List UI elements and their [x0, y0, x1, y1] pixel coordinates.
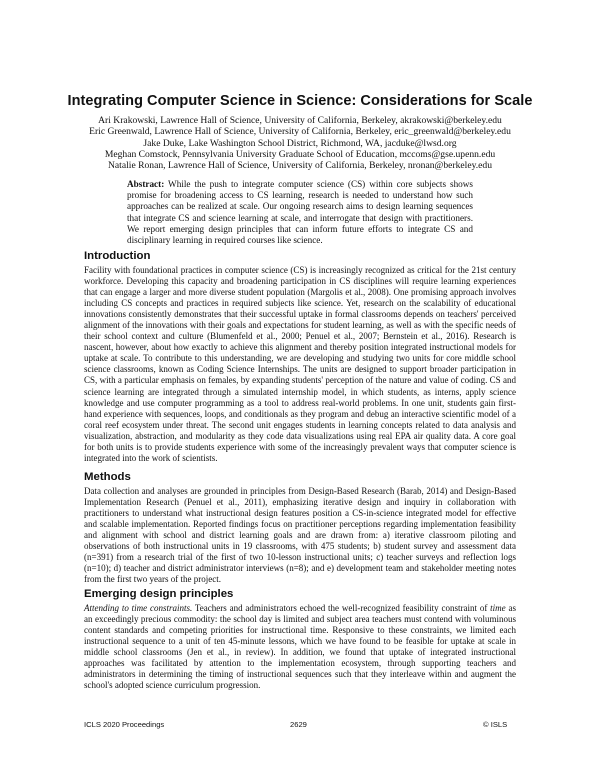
emerging-italic-word: time: [490, 603, 506, 613]
author-line: Jake Duke, Lake Washington School District, Richmond, WA, jacduke@lwsd.org: [143, 137, 457, 149]
section-heading-emerging: Emerging design principles: [84, 588, 234, 600]
author-line: Ari Krakowski, Lawrence Hall of Science, University of California, Berkeley, akrakowski@berkeley.edu: [98, 115, 502, 126]
author-list: [0, 115, 600, 171]
abstract: [127, 179, 473, 246]
abstract-label: Abstract:: [127, 179, 165, 189]
section-body-emerging: [84, 603, 516, 691]
footer-left: ICLS 2020 Proceedings: [84, 720, 165, 729]
section-heading-methods: Methods: [84, 471, 131, 483]
footer-right: © ISLS: [483, 720, 508, 729]
emerging-text-a: Teachers and administrators echoed the well-recognized feasibility constraint of: [192, 603, 491, 613]
emerging-text-b: as an exceedingly precious commodity: the school day is limited and subject area teachers must contend with voluminous content standards and competing priorities for instructional time. Responsive to these constraints, we limited each instructional sequence to a unit of ten 45-minute lessons, which we have found to be feasible for uptake at scale in middle school classrooms (Jen et al., in review). In addition, we found that uptake of integrated instructional approaches was facilitated by attention to the implementation ecosystem, through supporting teachers and administrators in determining the timing of instructional sequences such that they interleave within and augment the school's adopted science curriculum progression.: [84, 603, 517, 691]
section-body-methods: Data collection and analyses are grounded in principles from Design-Based Research (Barab, 2014) and Design-Based Implementation Research (Penuel et al., 2011), emphasizing iterative design and inquiry in collaboration with practitioners to understand what instructional design features position a CS-in-science integrated model for effective and scalable implementation. Reported findings focus on practitioner perceptions regarding implementation feasibility and alignment with school and district learning goals and are drawn from: a) iterative classroom piloting and observations of both instructional units in 19 classrooms, with 475 students; b) student survey and assessment data (n=391) from a research trial of the first of two 10-lesson instructional units; c) teacher surveys and reflection logs (n=10); d) teacher and district administrator interviews (n=8); and e) development team and stakeholder meeting notes from the first two years of the project.: [84, 486, 516, 585]
section-heading-introduction: Introduction: [84, 250, 151, 262]
paper-title: Integrating Computer Science in Science: Considerations for Scale: [67, 93, 533, 109]
footer-page-number: 2629: [290, 720, 307, 729]
emerging-lead: Attending to time constraints.: [84, 603, 193, 613]
abstract-text: While the push to integrate computer science (CS) within core subjects shows promise for broadening access to CS learning, research is needed to understand how such approaches can be realized at scale. Our ongoing research aims to design learning sequences that integrate CS and science learning at scale, and interrogate that design with practitioners. We report emerging design principles that can inform future efforts to integrate CS and disciplinary learning in required courses like science.: [127, 179, 473, 246]
author-line: Eric Greenwald, Lawrence Hall of Science, University of California, Berkeley, eric_greenwald@berkeley.edu: [89, 126, 511, 138]
author-line: Meghan Comstock, Pennsylvania University Graduate School of Education, mccoms@gse.upenn.edu: [104, 148, 496, 160]
section-body-introduction: Facility with foundational practices in computer science (CS) is increasingly recognized as critical for the 21st century workforce. Developing this capacity and broadening participation in CS disciplines will require learning experiences that can engage a larger and more diverse student population (Margolis et al., 2008). One promising approach involves including CS concepts and practices in required subjects like science. Yet, research on the scalability of educational innovations consistently demonstrates that their successful uptake in formal classrooms depends on teachers' perceived alignment of the innovations with their goals and expectations for student learning, as well as with the specific needs of their school context and culture (Blumenfeld et al., 2000; Penuel et al., 2007; Bernstein et al., 2016). Research is nascent, however, about how exactly to achieve this alignment and thereby position integrated instructional models for uptake at scale. To contribute to this understanding, we are developing and studying two units for core middle school science classrooms, known as Coding Science Internships. The units are designed to support broader participation in CS, with a particular emphasis on females, by expanding students' perception of the nature and value of coding. CS and science learning are integrated through a simulated internship model, in which students, as interns, apply science knowledge and use computer programming as a tool to address real-world problems. In one unit, students gain first-hand experience with sequences, loops, and conditionals as they program and debug an interactive scientific model of a coral reef ecosystem under threat. The second unit engages students in learning concepts related to data analysis and visualization, abstraction, and modularity as they code data visualizations using real EPA air quality data. A core goal for both units is to provide students experience with some of the increasingly prevalent ways that computer science is integrated into the work of scientists.: [84, 265, 516, 463]
author-line: Natalie Ronan, Lawrence Hall of Science, University of California, Berkeley, nronan@berkeley.edu: [108, 160, 492, 172]
